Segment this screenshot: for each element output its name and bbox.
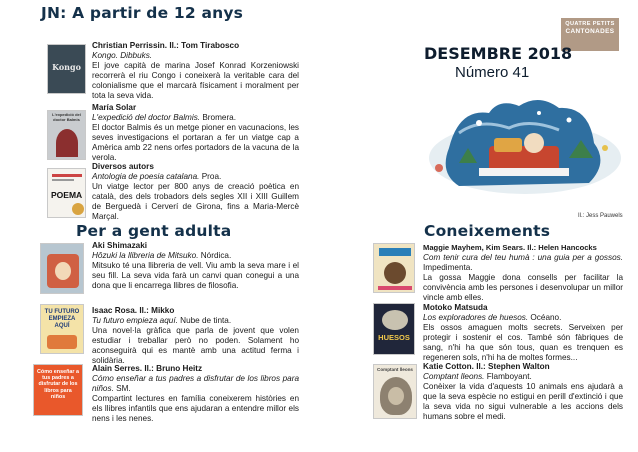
book-cover-como-ensenar — [33, 364, 83, 416]
book-publisher: Nube de tinta. — [177, 316, 232, 326]
book-author: Motoko Matsuda — [423, 303, 488, 312]
book-cover-kongo — [47, 44, 86, 94]
illustration-credit: Il.: Jess Pauwels — [578, 213, 623, 219]
book-cover-tu-futuro — [40, 304, 84, 354]
cover-title: Comptant lleons — [377, 367, 413, 372]
book-entry-como-ensenar — [92, 364, 299, 425]
book-entry-kongo — [92, 41, 299, 102]
book-publisher: Flamboyant. — [484, 372, 532, 382]
book-title: Com tenir cura del teu humà : una guia per a gossos. — [423, 253, 623, 263]
book-cover-balmis — [47, 110, 86, 160]
book-title: Kongo. Dibbuks. — [92, 51, 153, 61]
cover-title: Cómo enseñar a tus padres a disfrutar de los libros para niños — [37, 369, 79, 400]
book-title: Comptant lleons. — [423, 372, 485, 382]
book-author: Alain Serres. Il.: Bruno Heitz — [92, 364, 203, 373]
book-entry-comptant-lleons — [423, 362, 623, 423]
book-publisher: SM. — [113, 384, 131, 394]
book-cover-com-tenir-cura — [373, 243, 415, 293]
book-title: Cómo enseñar a tus padres a disfrutar de los libros para niños. — [92, 374, 299, 394]
book-entry-tu-futuro — [92, 306, 299, 367]
book-cover-hozuki — [40, 243, 84, 294]
book-author: Maggie Mayhem, Kim Sears. Il.: Helen Hancocks — [423, 243, 597, 252]
logo-line-1: QUATRE PETITS — [565, 21, 615, 27]
book-author: Katie Cotton. Il.: Stephen Walton — [423, 362, 550, 371]
book-author: Aki Shimazaki — [92, 241, 148, 250]
book-publisher: Bromera. — [200, 113, 237, 123]
book-entry-balmis — [92, 103, 299, 164]
section-title-knowledge: Coneixements — [424, 222, 551, 240]
book-title: L'expedició del doctor Balmis. — [92, 113, 201, 123]
cover-title: HUESOS — [378, 333, 410, 342]
book-publisher: Océano. — [528, 313, 562, 323]
book-title: Antologia de poesia catalana. — [92, 172, 200, 182]
book-description: Compartint lectures en família coneixerem històries en els llibres infantils que ens ajudaran a entendre millor els nens i les nenes. — [92, 394, 299, 424]
cover-title: Kongo — [52, 62, 81, 72]
book-entry-com-tenir-cura — [423, 243, 623, 304]
book-author: María Solar — [92, 103, 137, 112]
book-title: Tu futuro empieza aquí. — [92, 316, 178, 326]
book-description: El jove capità de marina Josef Konrad Korzeniowski recorrerà el riu Congo i coneixerà la veritable cara del colonialisme que el marcarà físicament i moralment per tota la seva vida. — [92, 61, 299, 101]
book-publisher: Impedimenta. — [423, 263, 473, 273]
book-title: Los exploradores de huesos. — [423, 313, 529, 323]
cover-title: POEMA — [51, 190, 83, 200]
book-cover-antologia — [47, 168, 86, 218]
issue-month: DESEMBRE 2018 — [424, 44, 573, 63]
book-publisher: Nórdica. — [198, 251, 232, 261]
book-title: Hôzuki la llibreria de Mitsuko. — [92, 251, 199, 261]
cover-title: TU FUTURO EMPIEZA AQUÍ — [44, 309, 80, 329]
book-description: Conèixer la vida d'aquests 10 animals ens ajudarà a que la seva espècie no estigui en perill d'extinció i que la seva vida no sigui vulnerable a les accions dels humans sobre el medi. — [423, 382, 623, 422]
logo-line-2: CANTONADES — [565, 28, 615, 35]
book-description: Mitsuko té una llibreria de vell. Viu amb la seva mare i el seu fill. La seva vida farà un canvi quan conegui a una dona que li encarrega llibres de filosofia. — [92, 261, 299, 291]
book-author: Diversos autors — [92, 162, 154, 171]
book-cover-huesos — [373, 303, 415, 355]
issue-number: Número 41 — [455, 64, 530, 81]
book-description: Una novel·la gràfica que parla de jovent que volen estudiar i treballar però no poden. Solament ho aconseguirà qui es mantè amb una actitud ferma i solidària. — [92, 326, 299, 366]
section-title-youth: JN: A partir de 12 anys — [41, 4, 244, 22]
winter-illustration — [419, 88, 626, 198]
book-description: El doctor Balmis és un metge pioner en vacunacions, les seves investigacions el portaran a fer un viatge cap a Amèrica amb 22 nens orfes portadors de la vacuna de la verola. — [92, 123, 299, 163]
book-cover-comptant-lleons — [373, 364, 417, 419]
book-description: Un viatge lector per 800 anys de creació poètica en català, des dels trobadors dels segles XII i XIII Guillem de Berguedà i Cerverí de Girona, fins a Maria-Mercè Marçal. — [92, 182, 299, 222]
book-entry-hozuki — [92, 241, 299, 291]
cover-title: L'expedició del doctor Balmis — [52, 112, 81, 122]
book-publisher: Proa. — [199, 172, 222, 182]
section-title-adult: Per a gent adulta — [76, 222, 232, 240]
book-entry-antologia — [92, 162, 299, 223]
book-author: Isaac Rosa. Il.: Mikko — [92, 306, 175, 315]
book-description: La gossa Maggie dona consells per facilitar la convivència amb les persones i desenvolupar un millor vincle amb elles. — [423, 273, 623, 303]
book-description: Els ossos amaguen molts secrets. Serveixen per protegir i sostenir el cos. També són fàbriques de sang, n'hi ha que són tous, quan es trenquen es regeneren sols, n'hi ha de moltes formes... — [423, 323, 623, 363]
book-author: Christian Perrissin. Il.: Tom Tirabosco — [92, 41, 240, 50]
book-entry-huesos — [423, 303, 623, 364]
